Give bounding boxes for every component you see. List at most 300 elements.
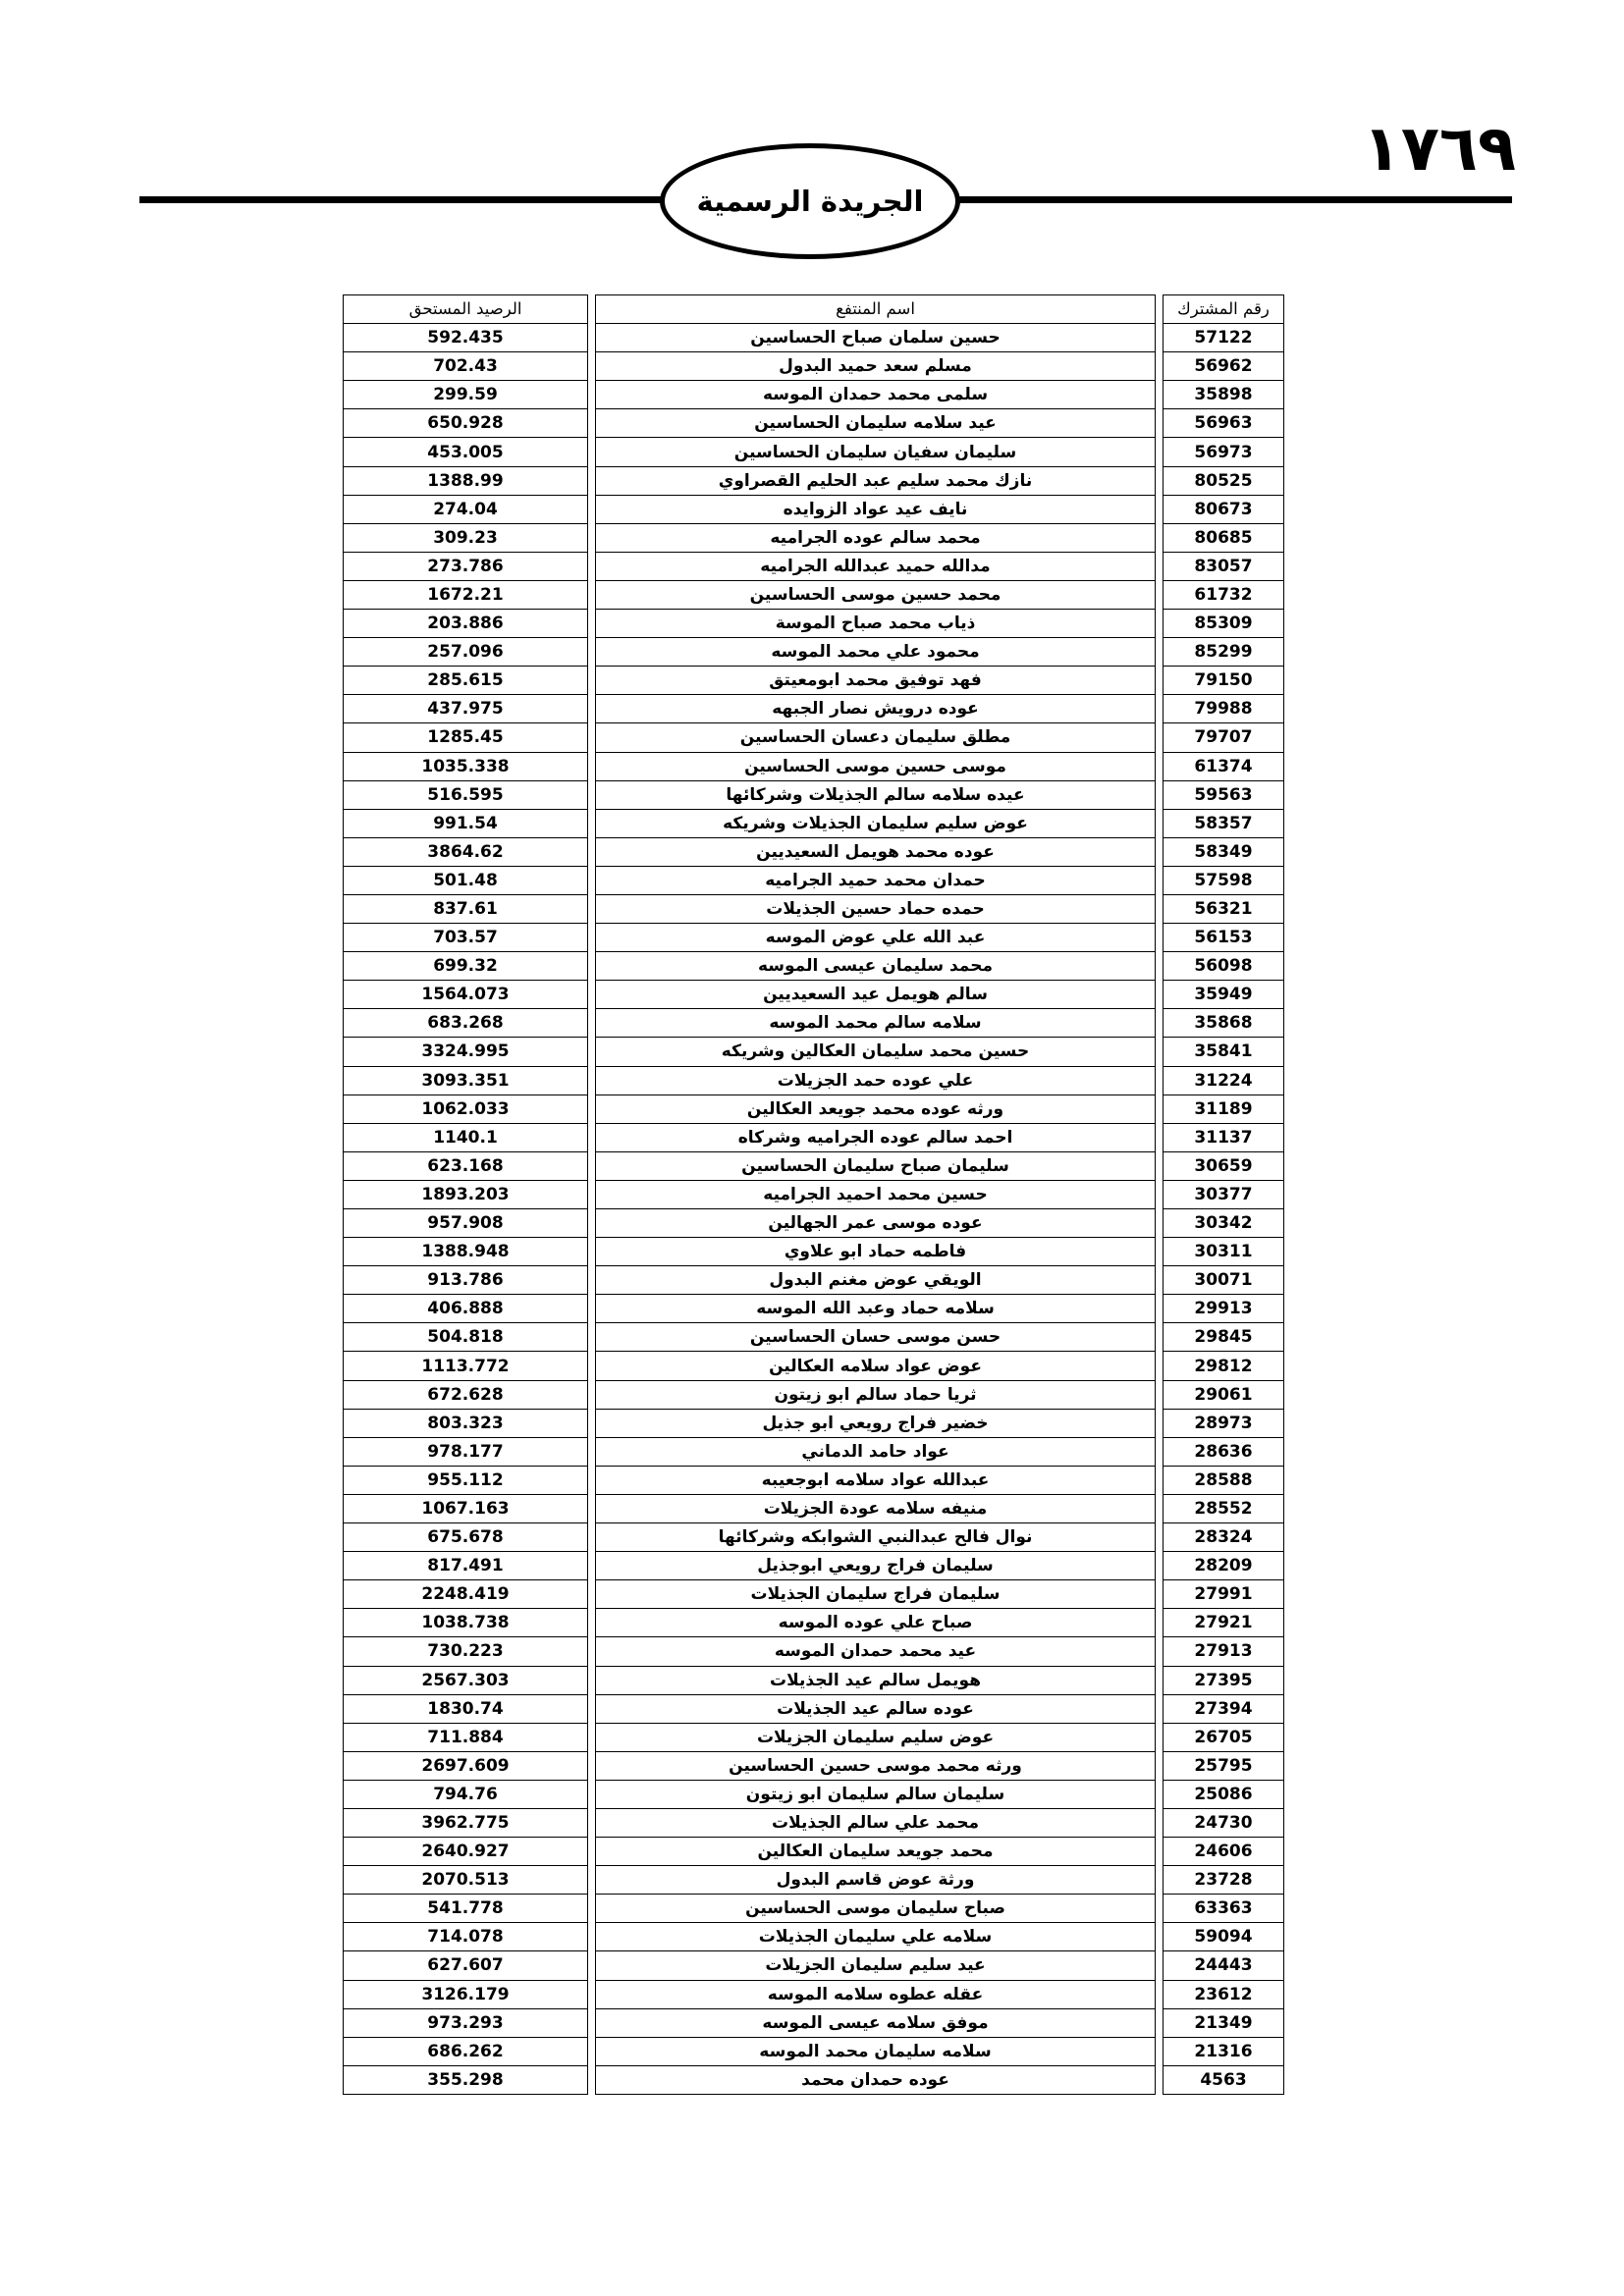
- column-gap: [1156, 1523, 1164, 1552]
- column-gap: [588, 580, 596, 609]
- column-gap: [1156, 667, 1164, 695]
- beneficiary-name-cell: محمد سالم عوده الجراميه: [596, 523, 1156, 552]
- column-gap: [1156, 1609, 1164, 1637]
- column-gap: [1156, 924, 1164, 952]
- subscriber-number-cell: 31224: [1164, 1066, 1284, 1095]
- column-gap: [1156, 1694, 1164, 1723]
- subscriber-number-cell: 59563: [1164, 780, 1284, 809]
- table-row: [344, 1552, 1284, 1580]
- column-gap: [1156, 610, 1164, 638]
- table-row: [344, 638, 1284, 667]
- column-gap: [588, 1066, 596, 1095]
- column-gap: [1156, 837, 1164, 866]
- subscriber-number-cell: 58357: [1164, 809, 1284, 837]
- beneficiary-name-cell: سلامه سالم محمد الموسه: [596, 1009, 1156, 1038]
- balance-due-cell: 1830.74: [344, 1694, 588, 1723]
- column-gap: [1156, 1266, 1164, 1295]
- table-row: [344, 438, 1284, 466]
- subscriber-number-cell: 30311: [1164, 1238, 1284, 1266]
- table-row: [344, 1038, 1284, 1066]
- table-row: [344, 1923, 1284, 1951]
- column-gap: [1156, 324, 1164, 352]
- table-row: [344, 409, 1284, 438]
- column-gap: [588, 1694, 596, 1723]
- balance-due-cell: 3864.62: [344, 837, 588, 866]
- beneficiary-name-cell: مطلق سليمان دعسان الحساسين: [596, 723, 1156, 752]
- balance-due-cell: 1062.033: [344, 1095, 588, 1123]
- table-row: [344, 324, 1284, 352]
- column-gap: [1156, 1380, 1164, 1409]
- beneficiary-name-cell: ذياب محمد صباح الموسة: [596, 610, 1156, 638]
- column-gap: [1156, 1494, 1164, 1522]
- column-gap: [1156, 523, 1164, 552]
- subscriber-number-cell: 25795: [1164, 1751, 1284, 1780]
- column-gap: [1156, 981, 1164, 1009]
- balance-due-cell: 501.48: [344, 866, 588, 894]
- column-gap: [1156, 1808, 1164, 1837]
- table-row: [344, 809, 1284, 837]
- balance-due-cell: 714.078: [344, 1923, 588, 1951]
- subscriber-number-cell: 29812: [1164, 1352, 1284, 1380]
- beneficiary-name-cell: الويقي عوض مغنم البدول: [596, 1266, 1156, 1295]
- balance-due-cell: 627.607: [344, 1951, 588, 1980]
- column-gap: [1156, 1323, 1164, 1352]
- balance-due-cell: 957.908: [344, 1209, 588, 1238]
- balance-due-cell: 2248.419: [344, 1580, 588, 1609]
- beneficiary-name-cell: عبدالله عواد سلامه ابوجعيبه: [596, 1466, 1156, 1494]
- subscriber-number-cell: 31189: [1164, 1095, 1284, 1123]
- beneficiaries-table-wrapper: [343, 294, 1283, 2095]
- column-gap: [588, 438, 596, 466]
- column-gap: [1156, 780, 1164, 809]
- column-gap: [588, 1951, 596, 1980]
- subscriber-number-cell: 79988: [1164, 695, 1284, 723]
- balance-due-cell: 1140.1: [344, 1123, 588, 1151]
- column-gap: [588, 894, 596, 923]
- column-gap: [588, 1523, 596, 1552]
- column-gap: [1156, 1637, 1164, 1666]
- table-row: [344, 495, 1284, 523]
- balance-due-cell: 991.54: [344, 809, 588, 837]
- column-gap: [588, 809, 596, 837]
- subscriber-number-cell: 28636: [1164, 1437, 1284, 1466]
- table-row: [344, 1666, 1284, 1694]
- table-row: [344, 1951, 1284, 1980]
- subscriber-number-cell: 29061: [1164, 1380, 1284, 1409]
- column-gap: [1156, 2037, 1164, 2065]
- column-gap: [1156, 1095, 1164, 1123]
- column-gap: [1156, 1180, 1164, 1208]
- column-gap: [588, 1238, 596, 1266]
- subscriber-number-cell: 56153: [1164, 924, 1284, 952]
- subscriber-number-cell: 21316: [1164, 2037, 1284, 2065]
- column-gap: [588, 523, 596, 552]
- subscriber-number-cell: 24443: [1164, 1951, 1284, 1980]
- balance-due-cell: 672.628: [344, 1380, 588, 1409]
- column-gap: [588, 780, 596, 809]
- balance-due-cell: 837.61: [344, 894, 588, 923]
- beneficiary-name-cell: سليمان فراج سليمان الجذيلات: [596, 1580, 1156, 1609]
- column-gap: [588, 409, 596, 438]
- beneficiary-name-cell: نوال فالح عبدالنبي الشوابكه وشركائها: [596, 1523, 1156, 1552]
- column-gap: [1156, 438, 1164, 466]
- column-gap: [588, 723, 596, 752]
- balance-due-cell: 299.59: [344, 381, 588, 409]
- table-row: [344, 1295, 1284, 1323]
- beneficiary-name-cell: نازك محمد سليم عبد الحليم القصراوي: [596, 466, 1156, 495]
- subscriber-number-cell: 31137: [1164, 1123, 1284, 1151]
- column-gap: [1156, 952, 1164, 981]
- header-title-oval: [660, 143, 960, 259]
- column-gap: [588, 1466, 596, 1494]
- balance-due-cell: 1038.738: [344, 1609, 588, 1637]
- subscriber-number-cell: 79150: [1164, 667, 1284, 695]
- column-gap: [588, 1895, 596, 1923]
- column-gap: [588, 2065, 596, 2094]
- balance-due-cell: 516.595: [344, 780, 588, 809]
- balance-due-cell: 1067.163: [344, 1494, 588, 1522]
- column-gap: [1156, 466, 1164, 495]
- column-gap: [588, 324, 596, 352]
- balance-due-cell: 817.491: [344, 1552, 588, 1580]
- subscriber-number-cell: 57122: [1164, 324, 1284, 352]
- column-gap: [588, 667, 596, 695]
- subscriber-number-cell: 56963: [1164, 409, 1284, 438]
- subscriber-number-cell: 30342: [1164, 1209, 1284, 1238]
- column-gap: [1156, 295, 1164, 324]
- subscriber-number-cell: 83057: [1164, 552, 1284, 580]
- balance-due-cell: 203.886: [344, 610, 588, 638]
- subscriber-number-cell: 61374: [1164, 752, 1284, 780]
- beneficiary-name-cell: محمد علي سالم الجذيلات: [596, 1808, 1156, 1837]
- table-row: [344, 1352, 1284, 1380]
- beneficiary-name-cell: عوض سليم سليمان الجذيلات وشريكه: [596, 809, 1156, 837]
- table-row: [344, 981, 1284, 1009]
- column-gap: [1156, 1066, 1164, 1095]
- table-row: [344, 1323, 1284, 1352]
- column-gap: [1156, 1666, 1164, 1694]
- column-gap: [588, 1808, 596, 1837]
- beneficiary-name-cell: ورثه عوده محمد جويعد العكالين: [596, 1095, 1156, 1123]
- beneficiary-name-cell: ثريا حماد سالم ابو زيتون: [596, 1380, 1156, 1409]
- beneficiary-name-cell: عقله عطوه سلامه الموسه: [596, 1980, 1156, 2008]
- column-gap: [588, 466, 596, 495]
- beneficiary-name-cell: محمد جويعد سليمان العكالين: [596, 1838, 1156, 1866]
- column-gap: [1156, 1751, 1164, 1780]
- subscriber-number-cell: 28973: [1164, 1409, 1284, 1437]
- table-row: [344, 1780, 1284, 1808]
- column-gap: [588, 295, 596, 324]
- subscriber-number-cell: 28588: [1164, 1466, 1284, 1494]
- balance-due-cell: 1893.203: [344, 1180, 588, 1208]
- beneficiary-name-cell: سليمان سالم سليمان ابو زيتون: [596, 1780, 1156, 1808]
- balance-due-cell: 3324.995: [344, 1038, 588, 1066]
- beneficiary-name-cell: سالم هويمل عيد السعيديين: [596, 981, 1156, 1009]
- column-gap: [1156, 1295, 1164, 1323]
- balance-due-cell: 711.884: [344, 1723, 588, 1751]
- column-gap: [588, 752, 596, 780]
- subscriber-number-cell: 61732: [1164, 580, 1284, 609]
- beneficiary-name-cell: محمد حسين موسى الحساسين: [596, 580, 1156, 609]
- subscriber-number-cell: 85309: [1164, 610, 1284, 638]
- subscriber-number-cell: 27991: [1164, 1580, 1284, 1609]
- beneficiary-name-cell: فاطمه حماد ابو علاوي: [596, 1238, 1156, 1266]
- column-gap: [1156, 809, 1164, 837]
- beneficiary-name-cell: حمدان محمد حميد الجراميه: [596, 866, 1156, 894]
- balance-due-cell: 955.112: [344, 1466, 588, 1494]
- column-gap: [1156, 1352, 1164, 1380]
- subscriber-number-cell: 29845: [1164, 1323, 1284, 1352]
- subscriber-number-cell: 56321: [1164, 894, 1284, 923]
- table-row: [344, 1609, 1284, 1637]
- column-gap: [588, 1123, 596, 1151]
- column-gap: [588, 924, 596, 952]
- beneficiary-name-cell: حمده حماد حسين الجذيلات: [596, 894, 1156, 923]
- table-row: [344, 1266, 1284, 1295]
- column-gap: [588, 1780, 596, 1808]
- subscriber-number-cell: 80673: [1164, 495, 1284, 523]
- column-gap: [588, 1666, 596, 1694]
- beneficiary-name-cell: مسلم سعد حميد البدول: [596, 352, 1156, 381]
- column-gap: [1156, 580, 1164, 609]
- column-gap: [588, 1637, 596, 1666]
- balance-due-cell: 973.293: [344, 2008, 588, 2037]
- column-gap: [1156, 1123, 1164, 1151]
- column-gap: [1156, 638, 1164, 667]
- beneficiary-name-cell: عوده حمدان محمد: [596, 2065, 1156, 2094]
- subscriber-number-cell: 29913: [1164, 1295, 1284, 1323]
- column-gap: [588, 1923, 596, 1951]
- table-row: [344, 1095, 1284, 1123]
- column-gap: [1156, 1780, 1164, 1808]
- balance-due-cell: 683.268: [344, 1009, 588, 1038]
- subscriber-number-cell: 26705: [1164, 1723, 1284, 1751]
- page-number: ١٧٦٩: [1362, 113, 1516, 186]
- balance-due-cell: 406.888: [344, 1295, 588, 1323]
- column-gap: [588, 352, 596, 381]
- column-gap: [1156, 1866, 1164, 1895]
- table-row: [344, 1980, 1284, 2008]
- table-row: [344, 1751, 1284, 1780]
- table-row: [344, 610, 1284, 638]
- balance-due-cell: 2640.927: [344, 1838, 588, 1866]
- beneficiary-name-cell: ورثة عوض قاسم البدول: [596, 1866, 1156, 1895]
- balance-due-cell: 257.096: [344, 638, 588, 667]
- subscriber-number-cell: 56973: [1164, 438, 1284, 466]
- subscriber-number-cell: 58349: [1164, 837, 1284, 866]
- subscriber-number-cell: 27921: [1164, 1609, 1284, 1637]
- subscriber-number-cell: 28552: [1164, 1494, 1284, 1522]
- table-row: [344, 1437, 1284, 1466]
- balance-due-cell: 2697.609: [344, 1751, 588, 1780]
- balance-due-cell: 453.005: [344, 438, 588, 466]
- table-row: [344, 2008, 1284, 2037]
- table-row: [344, 1723, 1284, 1751]
- column-gap: [1156, 1980, 1164, 2008]
- subscriber-number-cell: 56098: [1164, 952, 1284, 981]
- column-gap: [1156, 1151, 1164, 1180]
- subscriber-number-cell: 30071: [1164, 1266, 1284, 1295]
- beneficiary-name-cell: عيد سليم سليمان الجزيلات: [596, 1951, 1156, 1980]
- beneficiary-name-cell: سليمان فراج رويعي ابوجذيل: [596, 1552, 1156, 1580]
- beneficiary-name-cell: صباح سليمان موسى الحساسين: [596, 1895, 1156, 1923]
- beneficiary-name-cell: منيفه سلامه عودة الجزيلات: [596, 1494, 1156, 1522]
- subscriber-number-cell: 30659: [1164, 1151, 1284, 1180]
- column-gap: [1156, 1580, 1164, 1609]
- column-gap: [1156, 1209, 1164, 1238]
- beneficiary-name-cell: عوده محمد هويمل السعيديين: [596, 837, 1156, 866]
- column-gap: [1156, 495, 1164, 523]
- column-gap: [1156, 1409, 1164, 1437]
- column-gap: [588, 610, 596, 638]
- subscriber-number-cell: 28209: [1164, 1552, 1284, 1580]
- balance-due-cell: 675.678: [344, 1523, 588, 1552]
- balance-due-cell: 703.57: [344, 924, 588, 952]
- beneficiary-name-cell: سليمان صباح سليمان الحساسين: [596, 1151, 1156, 1180]
- table-row: [344, 780, 1284, 809]
- subscriber-number-cell: 85299: [1164, 638, 1284, 667]
- beneficiary-name-cell: حسن موسى حسان الحساسين: [596, 1323, 1156, 1352]
- table-row: [344, 1238, 1284, 1266]
- table-row: [344, 1694, 1284, 1723]
- column-gap: [1156, 866, 1164, 894]
- table-row: [344, 667, 1284, 695]
- column-gap: [588, 1038, 596, 1066]
- beneficiary-name-cell: عوده درويش نصار الجبهه: [596, 695, 1156, 723]
- column-gap: [588, 1352, 596, 1380]
- column-gap: [1156, 1238, 1164, 1266]
- column-gap: [588, 1838, 596, 1866]
- column-gap: [588, 695, 596, 723]
- subscriber-number-cell: 59094: [1164, 1923, 1284, 1951]
- table-row: [344, 352, 1284, 381]
- table-row: [344, 552, 1284, 580]
- subscriber-number-cell: 35868: [1164, 1009, 1284, 1038]
- column-gap: [588, 1323, 596, 1352]
- table-row: [344, 1580, 1284, 1609]
- table-row: [344, 924, 1284, 952]
- beneficiary-name-cell: حسين محمد احميد الجراميه: [596, 1180, 1156, 1208]
- beneficiary-name-cell: سلامه سليمان محمد الموسه: [596, 2037, 1156, 2065]
- column-gap: [588, 1437, 596, 1466]
- balance-due-cell: 504.818: [344, 1323, 588, 1352]
- column-gap: [588, 381, 596, 409]
- column-gap: [588, 1866, 596, 1895]
- column-gap: [1156, 2008, 1164, 2037]
- column-gap: [588, 1009, 596, 1038]
- table-row: [344, 866, 1284, 894]
- column-gap: [1156, 723, 1164, 752]
- balance-due-cell: 2567.303: [344, 1666, 588, 1694]
- balance-due-cell: 623.168: [344, 1151, 588, 1180]
- beneficiary-name-cell: عيده سلامه سالم الجذيلات وشركائها: [596, 780, 1156, 809]
- subscriber-number-cell: 23612: [1164, 1980, 1284, 2008]
- column-gap: [588, 1095, 596, 1123]
- beneficiary-name-cell: نايف عيد عواد الزوايده: [596, 495, 1156, 523]
- beneficiary-name-cell: حسين سلمان صباح الحساسين: [596, 324, 1156, 352]
- balance-due-cell: 1388.948: [344, 1238, 588, 1266]
- table-row: [344, 1637, 1284, 1666]
- balance-due-cell: 1564.073: [344, 981, 588, 1009]
- column-gap: [588, 552, 596, 580]
- beneficiary-name-cell: سلامه علي سليمان الجذيلات: [596, 1923, 1156, 1951]
- beneficiary-name-cell: احمد سالم عوده الجراميه وشركاه: [596, 1123, 1156, 1151]
- header-title: الجريدة الرسمية: [696, 185, 924, 218]
- subscriber-number-cell: 25086: [1164, 1780, 1284, 1808]
- column-gap: [588, 1980, 596, 2008]
- balance-due-cell: 699.32: [344, 952, 588, 981]
- table-row: [344, 466, 1284, 495]
- column-gap: [1156, 695, 1164, 723]
- beneficiary-name-cell: علي عوده حمد الجزيلات: [596, 1066, 1156, 1095]
- subscriber-number-cell: 80685: [1164, 523, 1284, 552]
- table-row: [344, 523, 1284, 552]
- table-row: [344, 2065, 1284, 2094]
- beneficiary-name-cell: ورثه محمد موسى حسين الحساسين: [596, 1751, 1156, 1780]
- beneficiary-name-cell: حسين محمد سليمان العكالين وشريكه: [596, 1038, 1156, 1066]
- balance-due-cell: 913.786: [344, 1266, 588, 1295]
- header-subscriber-number: رقم المشترك: [1164, 295, 1284, 324]
- table-row: [344, 1808, 1284, 1837]
- balance-due-cell: 3093.351: [344, 1066, 588, 1095]
- column-gap: [588, 1380, 596, 1409]
- balance-due-cell: 686.262: [344, 2037, 588, 2065]
- column-gap: [1156, 1437, 1164, 1466]
- beneficiary-name-cell: هويمل سالم عيد الجذيلات: [596, 1666, 1156, 1694]
- beneficiary-name-cell: محمد سليمان عيسى الموسه: [596, 952, 1156, 981]
- subscriber-number-cell: 27913: [1164, 1637, 1284, 1666]
- column-gap: [1156, 1009, 1164, 1038]
- balance-due-cell: 309.23: [344, 523, 588, 552]
- column-gap: [588, 981, 596, 1009]
- column-gap: [588, 837, 596, 866]
- table-body: [344, 324, 1284, 2095]
- balance-due-cell: 702.43: [344, 352, 588, 381]
- column-gap: [1156, 381, 1164, 409]
- beneficiary-name-cell: موفق سلامه عيسى الموسه: [596, 2008, 1156, 2037]
- balance-due-cell: 3962.775: [344, 1808, 588, 1837]
- column-gap: [588, 2008, 596, 2037]
- column-gap: [588, 952, 596, 981]
- table-row: [344, 1009, 1284, 1038]
- table-row: [344, 1066, 1284, 1095]
- beneficiary-name-cell: عبد الله علي عوض الموسه: [596, 924, 1156, 952]
- beneficiary-name-cell: عيد سلامه سليمان الحساسين: [596, 409, 1156, 438]
- table-row: [344, 752, 1284, 780]
- balance-due-cell: 355.298: [344, 2065, 588, 2094]
- beneficiary-name-cell: عيد محمد حمدان الموسه: [596, 1637, 1156, 1666]
- table-row: [344, 1838, 1284, 1866]
- balance-due-cell: 3126.179: [344, 1980, 588, 2008]
- column-gap: [588, 1409, 596, 1437]
- subscriber-number-cell: 57598: [1164, 866, 1284, 894]
- balance-due-cell: 2070.513: [344, 1866, 588, 1895]
- table-row: [344, 2037, 1284, 2065]
- column-gap: [1156, 1895, 1164, 1923]
- column-gap: [1156, 1038, 1164, 1066]
- column-gap: [588, 1552, 596, 1580]
- table-row: [344, 580, 1284, 609]
- subscriber-number-cell: 23728: [1164, 1866, 1284, 1895]
- balance-due-cell: 1035.338: [344, 752, 588, 780]
- subscriber-number-cell: 80525: [1164, 466, 1284, 495]
- subscriber-number-cell: 27394: [1164, 1694, 1284, 1723]
- column-gap: [588, 1494, 596, 1522]
- subscriber-number-cell: 35841: [1164, 1038, 1284, 1066]
- balance-due-cell: 730.223: [344, 1637, 588, 1666]
- subscriber-number-cell: 24730: [1164, 1808, 1284, 1837]
- balance-due-cell: 803.323: [344, 1409, 588, 1437]
